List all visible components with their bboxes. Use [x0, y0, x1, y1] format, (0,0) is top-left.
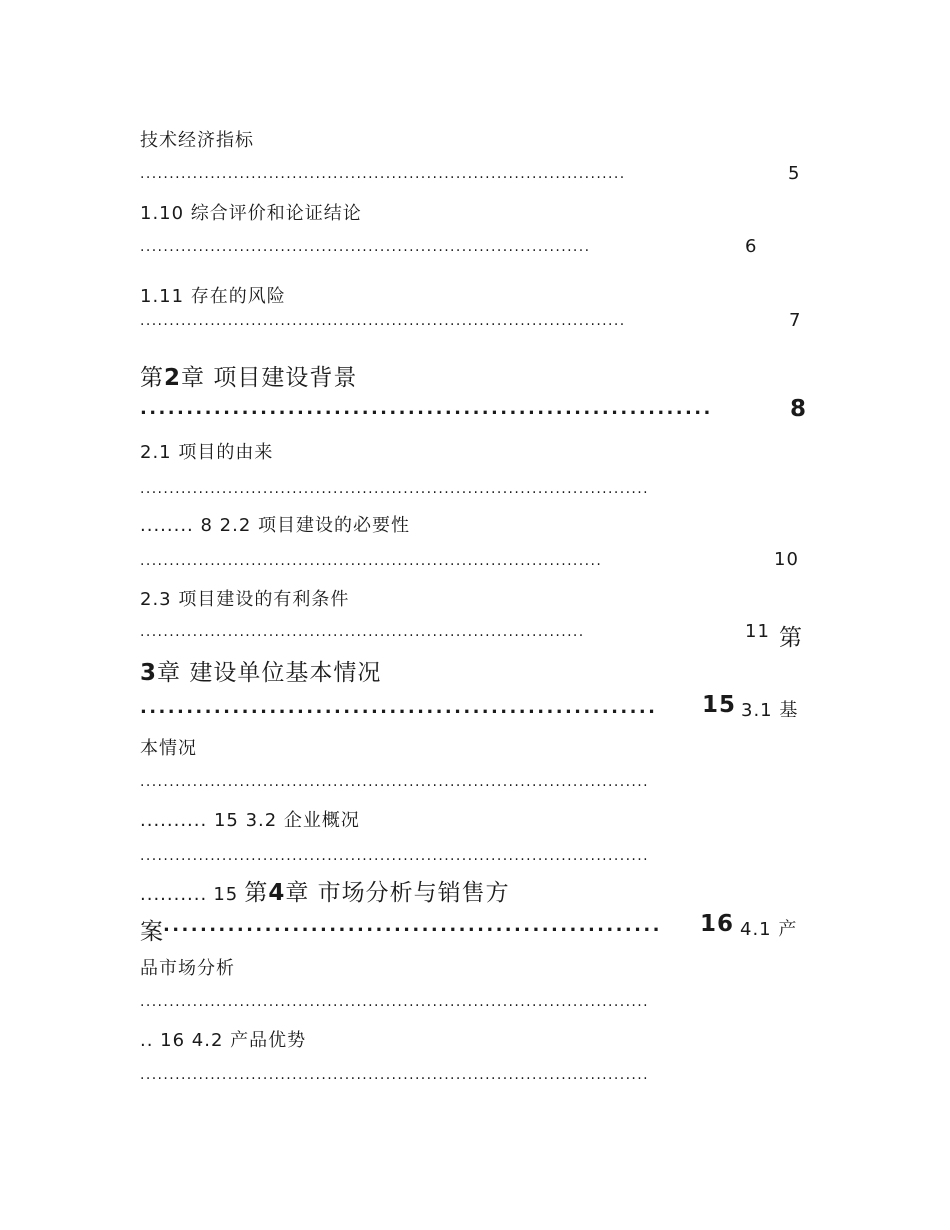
- toc-chapter-4: [140, 874, 510, 907]
- toc-entry-tech-indicators: 技术经济指标: [140, 130, 254, 151]
- toc-leader-dots: ..........: [140, 884, 208, 905]
- toc-leader-dots: ............................................................................: [140, 624, 585, 640]
- toc-page-number: 10: [774, 549, 799, 570]
- toc-entry-2-3: 2.3 项目建设的有利条件: [140, 589, 350, 610]
- toc-page-number: 15: [213, 884, 239, 905]
- chapter-prefix: 第: [779, 625, 803, 651]
- toc-leader-dots-bold: ..............................................................: [140, 398, 713, 419]
- toc-entry-2-2: ........ 8 2.2 项目建设的必要性: [140, 515, 411, 536]
- toc-leader-dots: ...............................................................................: [140, 553, 603, 569]
- toc-page-number: 11: [745, 621, 770, 642]
- chapter-number: 4: [268, 880, 286, 906]
- toc-leader-dots-bold: ......................................................: [163, 915, 662, 936]
- toc-entry-3-2: .......... 15 3.2 企业概况: [140, 810, 360, 831]
- toc-leader-dots: .......................................................................................: [140, 481, 649, 497]
- toc-chapter-2: [140, 359, 357, 392]
- toc-chapter-4-cont: [140, 913, 164, 946]
- toc-leader-dots: .............................................................................: [140, 239, 591, 255]
- toc-entry-2-1: 2.1 项目的由来: [140, 442, 274, 463]
- chapter-number: 3: [140, 660, 158, 686]
- toc-leader-dots: .......................................................................................: [140, 848, 649, 864]
- toc-entry-3-1: 3.1 基: [741, 700, 799, 721]
- toc-chapter-3: [140, 654, 381, 687]
- chapter-title: 章 建设单位基本情况: [157, 660, 382, 686]
- toc-leader-dots: .......................................................................................: [140, 1067, 649, 1083]
- toc-chapter-page: 15: [702, 692, 737, 718]
- toc-chapter-page: 16: [700, 911, 735, 937]
- toc-entry-1-11: 1.11 存在的风险: [140, 286, 286, 307]
- chapter-prefix: 第: [140, 365, 164, 391]
- chapter-title-cont: 案: [140, 919, 164, 945]
- toc-entry-3-1-cont: 本情况: [140, 738, 197, 759]
- toc-chapter-page: 8: [790, 396, 808, 422]
- toc-entry-4-1: 4.1 产: [740, 919, 798, 940]
- chapter-prefix: 第: [244, 880, 269, 906]
- toc-leader-dots: ...................................................................................: [140, 313, 626, 329]
- toc-leader-dots: .......................................................................................: [140, 994, 649, 1010]
- toc-entry-4-1-cont: 品市场分析: [140, 958, 235, 979]
- toc-page-number: 6: [745, 236, 758, 257]
- toc-page-number: 5: [788, 163, 801, 184]
- chapter-number: 2: [164, 365, 182, 391]
- toc-leader-dots: .......................................................................................: [140, 774, 649, 790]
- chapter-title: 章 市场分析与销售方: [285, 880, 510, 906]
- chapter-title: 章 项目建设背景: [181, 365, 358, 391]
- toc-page-number: 7: [789, 310, 802, 331]
- toc-entry-4-2: .. 16 4.2 产品优势: [140, 1030, 307, 1051]
- toc-leader-dots-bold: ........................................................: [140, 697, 658, 718]
- toc-entry-1-10: 1.10 综合评价和论证结论: [140, 203, 362, 224]
- toc-leader-dots: ...................................................................................: [140, 166, 626, 182]
